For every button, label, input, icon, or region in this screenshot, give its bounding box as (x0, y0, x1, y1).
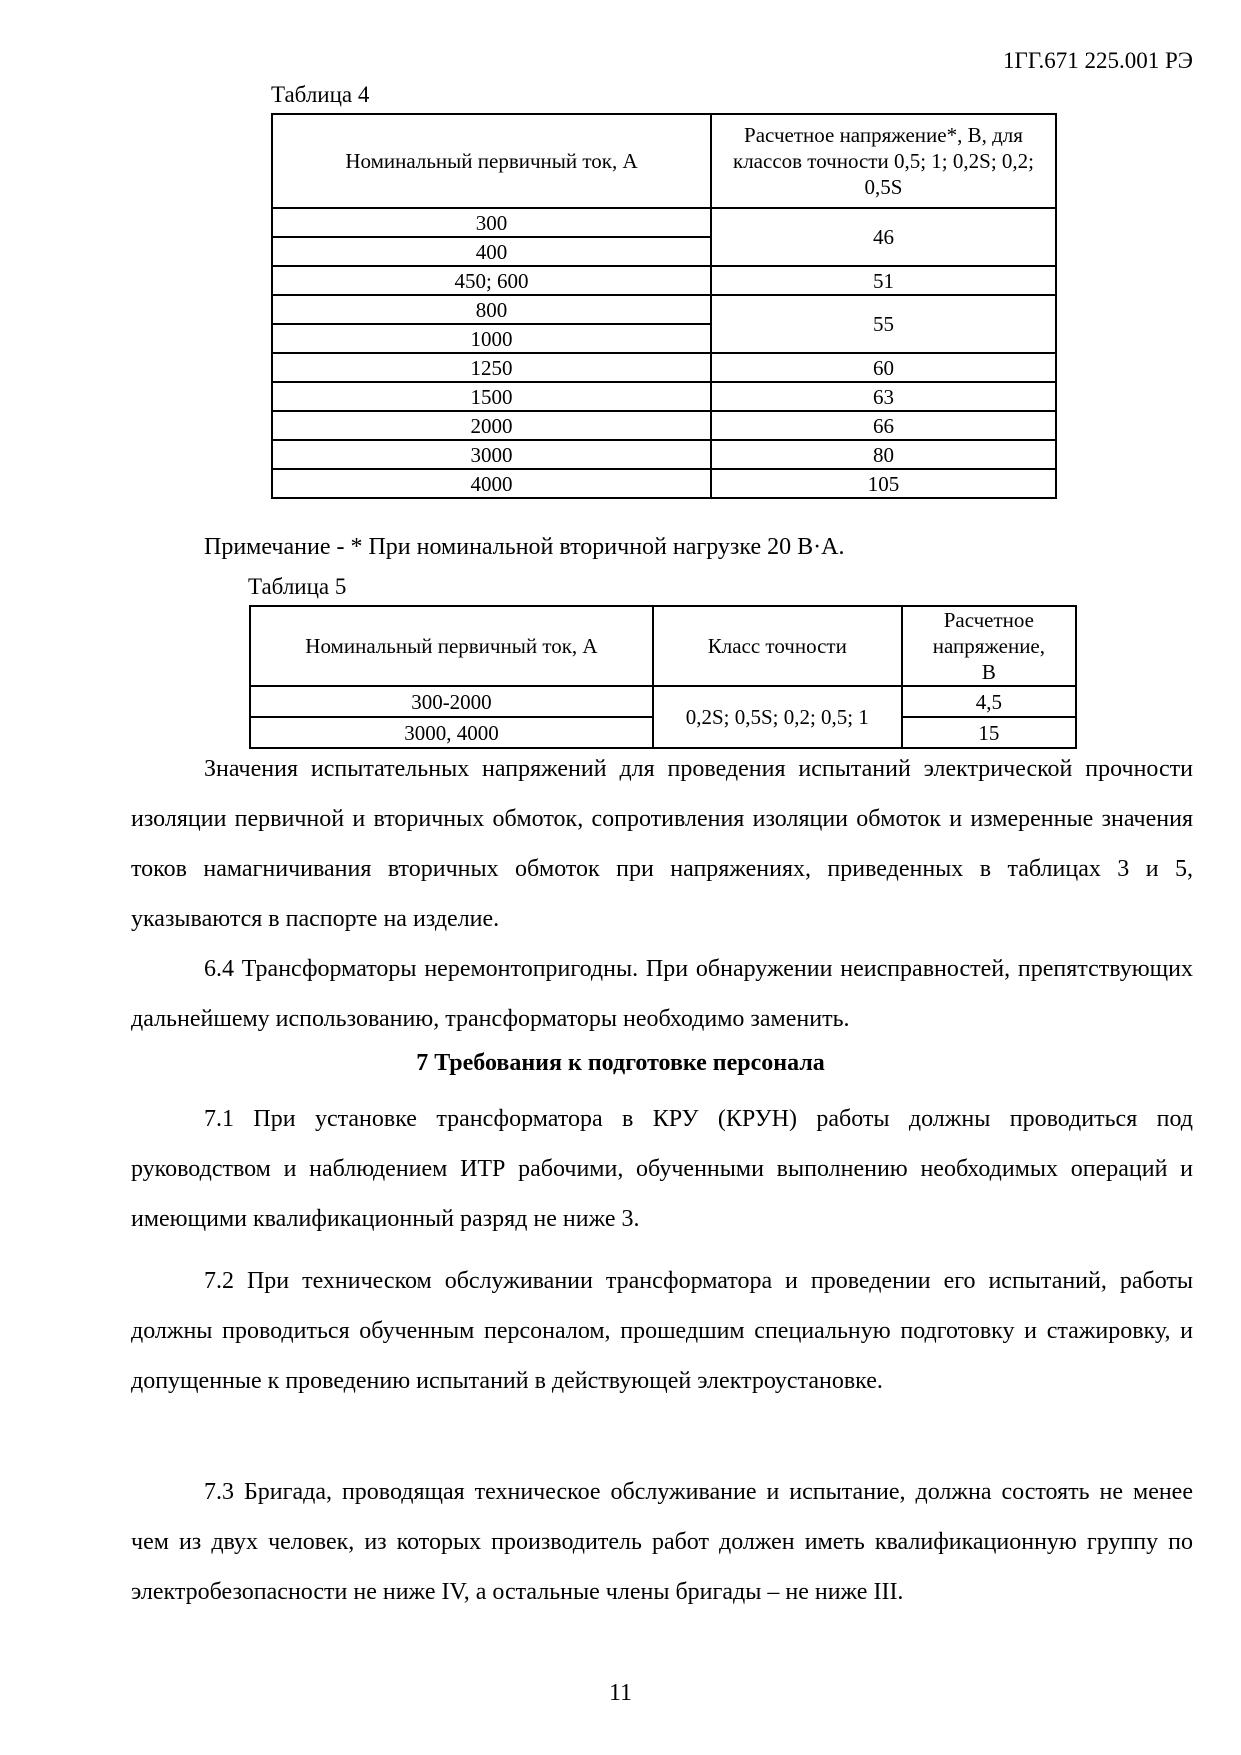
table-cell: 2000 (272, 411, 711, 440)
table-row (272, 382, 1056, 411)
table-row (272, 411, 1056, 440)
paragraph-6-4: 6.4 Трансформаторы неремонтопригодны. При обнаружении неисправностей, препятствующих дальнейшему использованию, трансформаторы необходимо заменить. (131, 956, 1193, 1032)
table-cell: 400 (272, 237, 711, 266)
table-row (250, 686, 1076, 717)
table-row (272, 295, 1056, 324)
table-row (272, 440, 1056, 469)
table-cell: 1500 (272, 382, 711, 411)
table-cell: 51 (711, 266, 1056, 295)
table-cell: 3000 (272, 440, 711, 469)
table-header-row (272, 114, 1056, 208)
table-cell: 60 (711, 353, 1056, 382)
table-header-cell: Расчетное напряжение*, В, для классов точности 0,5; 1; 0,2S; 0,2; 0,5S (711, 114, 1056, 208)
table5-caption: Таблица 5 (248, 574, 347, 599)
table-cell: 46 (711, 208, 1056, 266)
table-cell: 15 (902, 717, 1076, 748)
table-cell: 63 (711, 382, 1056, 411)
table-cell: 1250 (272, 353, 711, 382)
table4 (271, 113, 1057, 499)
table-cell: 4,5 (902, 686, 1076, 717)
paragraph-7-3: 7.3 Бригада, проводящая техническое обслуживание и испытание, должна состоять не менее чем из двух человек, из которых производитель работ должен иметь квалификационную группу по электробезопасности не ниже IV, а остальные члены бригады – не ниже III. (131, 1479, 1193, 1605)
table-cell: 300 (272, 208, 711, 237)
table-row (272, 266, 1056, 295)
table-cell: 4000 (272, 469, 711, 498)
table-cell: 1000 (272, 324, 711, 353)
table-cell: 450; 600 (272, 266, 711, 295)
table-cell: 66 (711, 411, 1056, 440)
paragraph-test-values: Значения испытательных напряжений для проведения испытаний электрической прочности изоляции первичной и вторичных обмоток, сопротивления изоляции обмоток и измеренные значения токов намагничивания вторичных обмоток при напряжениях, приведенных в таблицах 3 и 5, указываются в паспорте на изделие. (131, 756, 1193, 932)
table-cell: 800 (272, 295, 711, 324)
table-cell: 0,2S; 0,5S; 0,2; 0,5; 1 (653, 686, 902, 748)
table4-caption: Таблица 4 (271, 82, 370, 107)
table-row (272, 469, 1056, 498)
table-header-row (250, 606, 1076, 686)
table-cell: 55 (711, 295, 1056, 353)
table-cell: 300-2000 (250, 686, 653, 717)
section-7-heading: 7 Требования к подготовке персонала (416, 1050, 825, 1076)
paragraph-7-2: 7.2 При техническом обслуживании трансформатора и проведении его испытаний, работы должны проводиться обученным персоналом, прошедшим специальную подготовку и стажировку, и допущенные к проведению испытаний в действующей электроустановке. (131, 1268, 1193, 1394)
page-number: 11 (608, 1680, 633, 1706)
document-code: 1ГГ.671 225.001 РЭ (1003, 48, 1193, 73)
table-cell: 3000, 4000 (250, 717, 653, 748)
table-cell: 105 (711, 469, 1056, 498)
table-header-cell: Номинальный первичный ток, А (250, 606, 653, 686)
table-header-cell: Класс точности (653, 606, 902, 686)
table-header-cell: Расчетное напряжение, В (902, 606, 1076, 686)
table4-note: Примечание - * При номинальной вторичной нагрузке 20 В·А. (204, 534, 845, 560)
table-row (272, 208, 1056, 237)
table-cell: 80 (711, 440, 1056, 469)
table5 (249, 605, 1077, 749)
table-row (272, 353, 1056, 382)
paragraph-7-1: 7.1 При установке трансформатора в КРУ (КРУН) работы должны проводиться под руководством и наблюдением ИТР рабочими, обученными выполнению необходимых операций и имеющими квалификационный разряд не ниже 3. (131, 1106, 1193, 1232)
table-header-cell: Номинальный первичный ток, А (272, 114, 711, 208)
